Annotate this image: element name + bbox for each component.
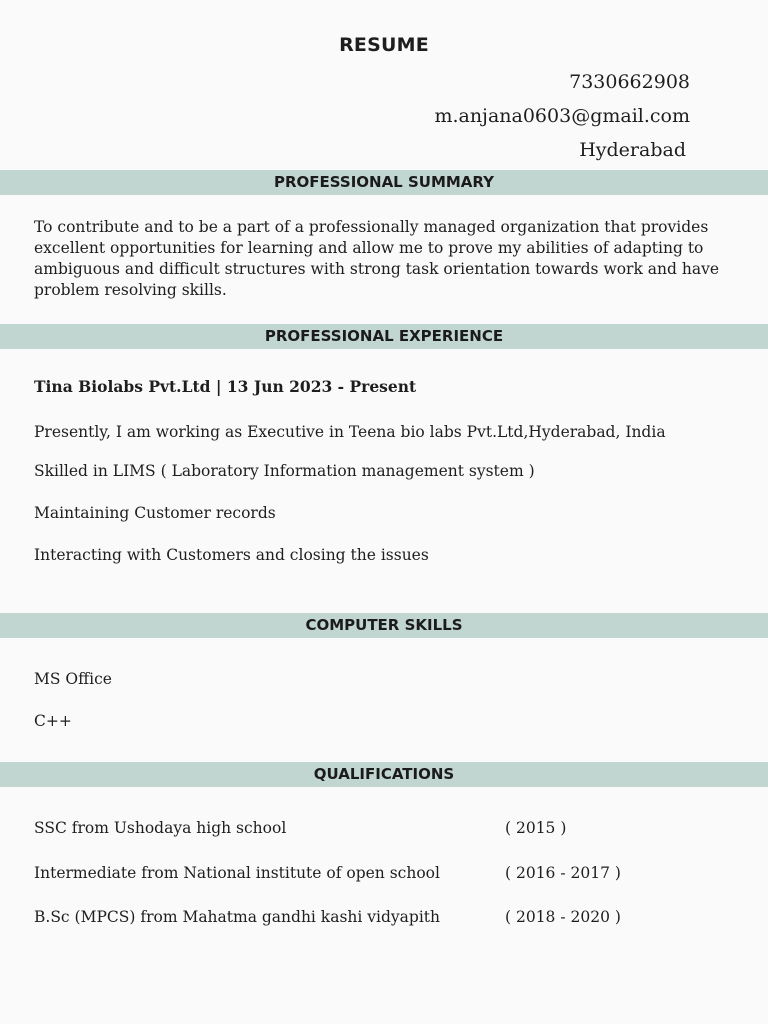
- experience-line: Presently, I am working as Executive in Teena bio labs Pvt.Ltd,Hyderabad, India: [34, 423, 666, 441]
- skill-item: MS Office: [34, 670, 112, 688]
- section-heading-qualifications: QUALIFICATIONS: [0, 762, 768, 787]
- qualification-year: ( 2015 ): [505, 819, 567, 837]
- section-heading-summary: PROFESSIONAL SUMMARY: [0, 170, 768, 195]
- experience-line: Skilled in LIMS ( Laboratory Information management system ): [34, 462, 535, 480]
- qualification-name: Intermediate from National institute of open school: [34, 864, 440, 882]
- resume-title: RESUME: [339, 34, 429, 56]
- qualification-name: B.Sc (MPCS) from Mahatma gandhi kashi vidyapith: [34, 908, 440, 926]
- section-heading-experience: PROFESSIONAL EXPERIENCE: [0, 324, 768, 349]
- qualification-name: SSC from Ushodaya high school: [34, 819, 287, 837]
- experience-line: Interacting with Customers and closing the issues: [34, 546, 429, 564]
- qualification-year: ( 2018 - 2020 ): [505, 908, 621, 926]
- section-heading-skills: COMPUTER SKILLS: [0, 613, 768, 638]
- experience-line: Maintaining Customer records: [34, 504, 276, 522]
- contact-phone: 7330662908: [569, 71, 690, 93]
- qualification-year: ( 2016 - 2017 ): [505, 864, 621, 882]
- job-title: Tina Biolabs Pvt.Ltd | 13 Jun 2023 - Present: [34, 377, 417, 396]
- contact-email: m.anjana0603@gmail.com: [434, 105, 690, 127]
- skill-item: C++: [34, 712, 72, 730]
- contact-city: Hyderabad: [579, 139, 686, 161]
- summary-text: To contribute and to be a part of a professionally managed organization that provides excellent opportunities for learning and allow me to prove my abilities of adapting to ambiguous and difficult structures with strong task orientation towards work and have problem resolving skills.: [34, 218, 719, 299]
